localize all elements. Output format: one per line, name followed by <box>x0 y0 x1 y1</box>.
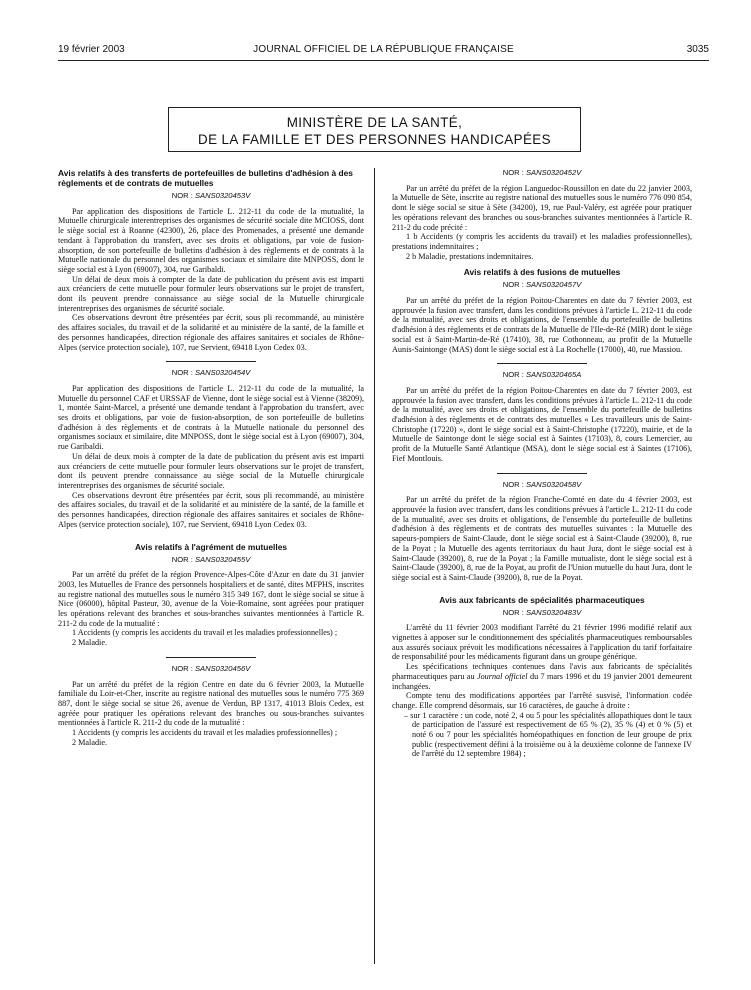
nor-code: SANS0320454V <box>194 368 251 378</box>
paragraph: Par un arrêté du préfet de la région Franche-Comté en date du 4 février 2003, est approuvée la fusion avec transfert, dans les conditions prévues à l'article L. 212-11 du code de la mutualité, avec ses droits et obligations, de l'ensemble du portefeuille de bulletins d'adhésion à des règlements et de contrats des mutuelles suivantes : la Mutuelle des sapeurs-pompiers de Saint-Claude, dont le siège social est à Saint-Claude (39200), 8, rue de la Poyat ; la Mutuelle des agents territoriaux du haut Jura, dont le siège social est à Saint-Claude (39200), 8, rue de la Poyat ; la Famille mutualiste, dont le siège social est à Saint-Claude (39200), 8, rue de la Poyat, au profit de l'Union mutuelle du haut Jura, dont le siège social est à Saint-Claude (39200), 8, rue de la Poyat. <box>392 495 692 582</box>
section-separator <box>166 361 256 362</box>
list-item: 1 Accidents (y compris les accidents du travail et les maladies professionnelles) ; <box>72 728 338 738</box>
list-item: 2 Maladie. <box>72 638 108 648</box>
paragraph: Par un arrêté du préfet de la région Languedoc-Roussillon en date du 22 janvier 2003, la Mutuelle de Sète, inscrite au registre national des mutuelles sous le numéro 776 090 854, dont le siège social se situe à Sète (34200), 19, rue Paul-Valéry, est agréée pour pratiquer les opérations relevant des branches ou sous-branches suivantes mentionnées à l'article R. 211-2 du code précité : <box>392 183 692 232</box>
section-separator <box>497 363 587 364</box>
paragraph: Ces observations devront être présentées par écrit, sous pli recommandé, au ministère des affaires sociales, du travail et de la solidarité et au ministère de la santé, de la famille et des personnes handicapées, direction régionale des affaires sanitaires et sociales de Rhône-Alpes (service protection sociale), 107, rue Servient, 69418 Lyon Cedex 03. <box>58 313 364 352</box>
text-run: Les spécifications techniques contenues dans l'avis aux fabricants de spécialités pharmaceutiques paru au <box>392 662 692 681</box>
nor-label: NOR : <box>171 663 193 673</box>
nor-label: NOR : <box>502 479 524 489</box>
right-column <box>392 168 692 759</box>
section-title-fabricants: Avis aux fabricants de spécialités pharmaceutiques <box>439 594 645 605</box>
ministry-title-line2: DE LA FAMILLE ET DES PERSONNES HANDICAPÉES <box>198 132 551 147</box>
text-run: du 7 mars 1996 et du 19 janvier 2001 demeurent inchangées. <box>392 671 693 691</box>
paragraph: Par un arrêté du préfet de la région Poitou-Charentes en date du 7 février 2003, est approuvée la fusion avec transfert, dans les conditions prévues à l'article L. 212-11 du code de la mutualité, avec ses droits et obligations, de l'ensemble du portefeuille de bulletins d'adhésion à des règlements et de contrats de la Mutuelle de l'Ile-de-Ré (MIR) dont le siège social est à Saint-Martin-de-Ré (17410), 38, rue Cothonneau, au profit de la Mutuelle Aunis-Saintonge (MAS) dont le siège social est à La Rochelle (17000), 40, rue Massiou. <box>392 296 692 354</box>
nor-reference <box>58 555 364 565</box>
nor-label: NOR : <box>171 368 193 378</box>
ministry-title-line1: MINISTÈRE DE LA SANTÉ, <box>286 115 463 130</box>
section-title-agrement: Avis relatifs à l'agrément de mutuelles <box>134 541 288 552</box>
nor-code: SANS0320458V <box>525 479 582 489</box>
paragraph: Par un arrêté du préfet de la région Poitou-Charentes en date du 7 février 2003, est approuvée la fusion avec transfert, dans les conditions prévues à l'article L. 212-11 du code de la mutualité, avec ses droits et obligations, de l'ensemble du portefeuille de bulletins d'adhésion à des règlements et de contrats des mutuelles « Les travailleurs unis de Saint-Christophe (17220) », dont le siège social est à Saint-Christophe (17220), mairie, et de la Mutuelle de Saintonge dont le siège social est à Saintes (17103), 8, cours Lemercier, au profit de la Mutuelle Santé Atlantique (MSA), dont le siège social est à Saintes (17106), Fief Montlouis. <box>392 385 692 463</box>
paragraph: Par un arrêté du préfet de la région Centre en date du 6 février 2003, la Mutuelle familiale du Loir-et-Cher, inscrite au registre national des mutuelles sous le numéro 775 369 887, dont le siège social se situe 26, avenue de Verdun, BP 1317, 41013 Blois Cedex, est agréée pour pratiquer les opérations relevant des branches ou sous-branches suivantes mentionnées à l'article R. 211-2 du code de la mutualité : <box>58 679 364 728</box>
column-divider <box>374 168 375 964</box>
header-date: 19 février 2003 <box>58 44 125 55</box>
nor-label: NOR : <box>502 607 524 617</box>
nor-code: SANS0320465A <box>525 370 582 380</box>
header-rule <box>58 60 709 61</box>
section-separator <box>166 657 256 658</box>
nor-reference <box>392 608 692 618</box>
paragraph: L'arrêté du 11 février 2003 modifiant l'arrêté du 21 février 1996 modifié relatif aux vignettes à apposer sur le conditionnement des spécialités pharmaceutiques remboursables aux assurés sociaux prévoit les modifications nécessaires à l'application du tarif forfaitaire de responsabilité pour les médicaments figurant dans un groupe générique. <box>392 623 692 662</box>
section-separator <box>497 473 587 474</box>
nor-label: NOR : <box>502 168 524 177</box>
paragraph: Par un arrêté du préfet de la région Provence-Alpes-Côte d'Azur en date du 31 janvier 2003, les Mutuelles de France des personnels hospitaliers et de santé, dites MFPHS, inscrites au registre national des mutuelles sous le numéro 315 349 167, dont le siège social se situe à Nice (06000), hôpital Pasteur, 30, avenue de la Voie-Romaine, sont agréées pour pratiquer les opérations relevant des branches et sous-branches suivantes mentionnées à l'article R. 211-2 du code de la mutualité : <box>58 570 364 628</box>
nor-code: SANS0320452V <box>525 168 582 177</box>
nor-label: NOR : <box>171 554 193 564</box>
nor-reference <box>58 191 364 201</box>
running-header <box>58 44 709 58</box>
nor-label: NOR : <box>171 191 193 200</box>
list-item: 2 b Maladie, prestations indemnitaires. <box>406 251 534 261</box>
paragraph: Un délai de deux mois à compter de la date de publication du présent avis est imparti aux créanciers de cette mutuelle pour formuler leurs observations sur le projet de transfert, dont ils peuvent prendre connaissance au siège social de la Mutuelle chirurgicale interentreprises des organismes de sécurité sociale. <box>58 451 364 490</box>
paragraph: Ces observations devront être présentées par écrit, sous pli recommandé, au ministère des affaires sociales, du travail et de la solidarité et au ministère de la santé, de la famille et des personnes handicapées, direction régionale des affaires sanitaires et sociales de Rhône-Alpes (service protection sociale), 107, rue Servient, 69418 Lyon Cedex 03. <box>58 490 364 529</box>
nor-code: SANS0320457V <box>525 280 582 290</box>
paragraph: Compte tenu des modifications apportées par l'arrêté susvisé, l'information codée change. Elle comprend désormais, sur 16 caractères, de gauche à droite : <box>392 691 692 710</box>
paragraph: Un délai de deux mois à compter de la date de publication du présent avis est imparti aux créanciers de cette mutuelle pour formuler leurs observations sur le projet de transfert, dont ils peuvent prendre connaissance au siège social de la Mutuelle chirurgicale interentreprises des organismes de sécurité sociale. <box>58 274 364 313</box>
paragraph: Par application des dispositions de l'article L. 212-11 du code de la mutualité, la Mutuelle chirurgicale interentreprises des organismes de sécurité sociale dite MCIOSS, dont le siège social est à Roanne (42300), 26, place des Promenades, a présenté une demande tendant à l'approbation du transfert, avec ses droits et obligations, par voie de fusion-absorption, de son portefeuille de bulletins d'adhésion à des règlements et de contrats à la Mutuelle nationale du personnel des organismes sociaux et similaire dite MNPOSS, dont le siège social est à Lyon (69007), 304, rue Garibaldi. <box>58 206 364 274</box>
list-item: – sur 1 caractère : un code, noté 2, 4 ou 5 pour les spécialités allopathiques dont le taux de participation de l'assuré est respectivement de 65 % (2), 35 % (4) et 0 % (5) et noté 6 ou 7 pour les spécialités homéopathiques en fonction de leur groupe de prix public (respectivement défini à la troisième ou à la deuxième colonne de l'annexe IV de l'arrêté du 12 septembre 1984) ; <box>404 710 692 759</box>
nor-label: NOR : <box>502 280 524 290</box>
nor-reference <box>392 370 692 380</box>
list-item: 1 b Accidents (y compris les accidents du travail) et les maladies professionnelles), prestations indemnitaires ; <box>392 232 692 251</box>
journal-reference: Journal officiel <box>476 671 528 681</box>
left-column <box>58 168 364 747</box>
nor-code: SANS0320456V <box>194 663 251 673</box>
paragraph <box>392 662 692 691</box>
nor-label: NOR : <box>502 370 524 380</box>
section-title-transferts: Avis relatifs à des transferts de portefeuilles de bulletins d'adhésion à des règlements et de contrats de mutuelles <box>58 168 353 188</box>
nor-code: SANS0320455V <box>194 554 251 564</box>
header-page-number: 3035 <box>686 44 709 55</box>
nor-reference <box>58 664 364 674</box>
list-item: 1 Accidents (y compris les accidents du travail et les maladies professionnelles) ; <box>72 628 338 638</box>
nor-reference <box>392 480 692 490</box>
nor-code: SANS0320483V <box>525 607 582 617</box>
paragraph: Par application des dispositions de l'article L. 212-11 du code de la mutualité, la Mutuelle du personnel CAF et URSSAF de Vienne, dont le siège social est à Vienne (38209), 1, montée Saint-Marcel, a présenté une demande tendant à l'approbation du transfert, avec ses droits et obligations, par voie de fusion-absorption, de son portefeuille de bulletins d'adhésion à des règlements et de contrats à la Mutuelle nationale du personnel des organismes sociaux et similaire, dite MNPOSS, dont le siège social est à Lyon (69007), 304, rue Garibaldi. <box>58 383 364 452</box>
nor-code: SANS0320453V <box>194 191 251 200</box>
section-title-fusions: Avis relatifs à des fusions de mutuelles <box>463 267 621 278</box>
nor-reference <box>392 168 692 178</box>
nor-reference <box>58 368 364 378</box>
nor-reference <box>392 280 692 290</box>
header-journal-title: JOURNAL OFFICIEL DE LA RÉPUBLIQUE FRANÇAISE <box>253 44 514 55</box>
list-item: 2 Maladie. <box>72 737 108 747</box>
ministry-title-box <box>168 107 581 152</box>
